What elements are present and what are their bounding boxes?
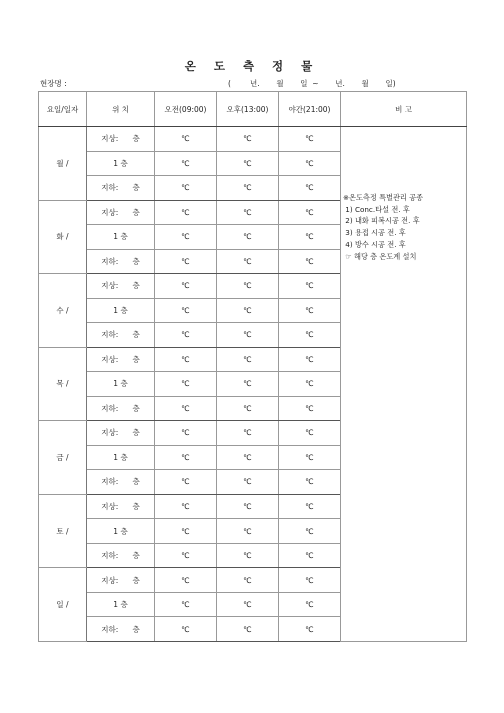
remarks-line: 1) Conc.타설 전. 후: [343, 204, 410, 214]
location-cell: 지상: 층: [87, 127, 155, 152]
temperature-cell[interactable]: ℃: [279, 127, 341, 152]
temperature-cell[interactable]: ℃: [217, 151, 279, 176]
temperature-cell[interactable]: ℃: [279, 445, 341, 470]
temperature-cell[interactable]: ℃: [279, 617, 341, 642]
form-title: 온 도 측 정 물: [184, 59, 320, 73]
temperature-cell[interactable]: ℃: [155, 396, 217, 421]
temperature-cell[interactable]: ℃: [279, 274, 341, 299]
day-cell: 목 /: [39, 347, 87, 421]
temperature-cell[interactable]: ℃: [217, 617, 279, 642]
remarks-line: 4) 방수 시공 전. 후: [343, 239, 406, 249]
temperature-cell[interactable]: ℃: [279, 323, 341, 348]
day-cell: 토 /: [39, 494, 87, 568]
temperature-cell[interactable]: ℃: [217, 396, 279, 421]
temperature-cell[interactable]: ℃: [155, 543, 217, 568]
temperature-cell[interactable]: ℃: [279, 494, 341, 519]
temperature-cell[interactable]: ℃: [217, 127, 279, 152]
location-cell: 지하: 층: [87, 617, 155, 642]
temperature-cell[interactable]: ℃: [279, 249, 341, 274]
day-cell: 금 /: [39, 421, 87, 495]
header-morning: 오전(09:00): [155, 92, 217, 127]
location-cell: 지상: 층: [87, 274, 155, 299]
temperature-cell[interactable]: ℃: [155, 200, 217, 225]
temperature-cell[interactable]: ℃: [279, 421, 341, 446]
location-cell: 1 층: [87, 151, 155, 176]
header-night: 야간(21:00): [279, 92, 341, 127]
temperature-cell[interactable]: ℃: [155, 592, 217, 617]
temperature-cell[interactable]: ℃: [155, 151, 217, 176]
temperature-cell[interactable]: ℃: [217, 249, 279, 274]
location-cell: 지상: 층: [87, 200, 155, 225]
temperature-cell[interactable]: ℃: [217, 592, 279, 617]
remarks-line: 3) 용접 시공 전. 후: [343, 228, 406, 238]
temperature-cell[interactable]: ℃: [155, 274, 217, 299]
location-cell: 지하: 층: [87, 249, 155, 274]
location-cell: 지상: 층: [87, 568, 155, 593]
temperature-cell[interactable]: ℃: [155, 249, 217, 274]
temperature-cell[interactable]: ℃: [217, 494, 279, 519]
temperature-cell[interactable]: ℃: [155, 127, 217, 152]
temperature-cell[interactable]: ℃: [217, 176, 279, 201]
temperature-cell[interactable]: ℃: [155, 617, 217, 642]
temperature-cell[interactable]: ℃: [279, 298, 341, 323]
temperature-cell[interactable]: ℃: [279, 347, 341, 372]
temperature-cell[interactable]: ℃: [279, 568, 341, 593]
location-cell: 지하: 층: [87, 396, 155, 421]
temperature-cell[interactable]: ℃: [155, 323, 217, 348]
temperature-cell[interactable]: ℃: [279, 470, 341, 495]
location-cell: 1 층: [87, 519, 155, 544]
temperature-cell[interactable]: ℃: [217, 200, 279, 225]
temperature-cell[interactable]: ℃: [155, 470, 217, 495]
temperature-cell[interactable]: ℃: [217, 543, 279, 568]
temperature-cell[interactable]: ℃: [217, 421, 279, 446]
temperature-cell[interactable]: ℃: [217, 298, 279, 323]
location-cell: 지하: 층: [87, 176, 155, 201]
location-cell: 지상: 층: [87, 347, 155, 372]
site-name-label: 현장명 :: [40, 79, 67, 88]
temperature-cell[interactable]: ℃: [217, 519, 279, 544]
remarks-line: ☞ 해당 층 온도계 설치: [343, 251, 417, 261]
location-cell: 1 층: [87, 592, 155, 617]
temperature-cell[interactable]: ℃: [217, 225, 279, 250]
remarks-line: ※온도측정 특별관리 공종: [343, 193, 424, 202]
header-day: 요일/일자: [39, 92, 87, 127]
location-cell: 1 층: [87, 445, 155, 470]
table-row: [39, 127, 467, 152]
location-cell: 1 층: [87, 298, 155, 323]
header-location: 위 치: [87, 92, 155, 127]
temperature-cell[interactable]: ℃: [155, 568, 217, 593]
temperature-cell[interactable]: ℃: [155, 372, 217, 397]
temperature-cell[interactable]: ℃: [279, 396, 341, 421]
temperature-cell[interactable]: ℃: [279, 592, 341, 617]
temperature-cell[interactable]: ℃: [279, 372, 341, 397]
temperature-cell[interactable]: ℃: [217, 568, 279, 593]
temperature-cell[interactable]: ℃: [155, 445, 217, 470]
temperature-cell[interactable]: ℃: [279, 519, 341, 544]
temperature-cell[interactable]: ℃: [279, 176, 341, 201]
day-cell: 월 /: [39, 127, 87, 201]
location-cell: 1 층: [87, 225, 155, 250]
location-cell: 지하: 층: [87, 543, 155, 568]
temperature-cell[interactable]: ℃: [279, 151, 341, 176]
temperature-cell[interactable]: ℃: [217, 470, 279, 495]
temperature-cell[interactable]: ℃: [217, 347, 279, 372]
date-period: ( 년. 월 일 ~ 년. 월 일): [228, 79, 396, 88]
temperature-cell[interactable]: ℃: [155, 494, 217, 519]
remarks-cell: [341, 127, 467, 642]
day-cell: 수 /: [39, 274, 87, 348]
temperature-cell[interactable]: ℃: [279, 543, 341, 568]
temperature-cell[interactable]: ℃: [155, 421, 217, 446]
temperature-cell[interactable]: ℃: [279, 225, 341, 250]
temperature-cell[interactable]: ℃: [217, 323, 279, 348]
location-cell: 지하: 층: [87, 323, 155, 348]
day-cell: 일 /: [39, 568, 87, 642]
remarks-line: 2) 내화 피복시공 전. 후: [343, 216, 420, 226]
location-cell: 지하: 층: [87, 470, 155, 495]
location-cell: 지상: 층: [87, 494, 155, 519]
header-afternoon: 오후(13:00): [217, 92, 279, 127]
temperature-log-table: [38, 91, 467, 642]
temperature-cell[interactable]: ℃: [155, 225, 217, 250]
temperature-cell[interactable]: ℃: [155, 298, 217, 323]
temperature-cell[interactable]: ℃: [155, 519, 217, 544]
temperature-cell[interactable]: ℃: [217, 445, 279, 470]
header-row: [39, 92, 467, 127]
temperature-cell[interactable]: ℃: [217, 274, 279, 299]
location-cell: 1 층: [87, 372, 155, 397]
day-cell: 화 /: [39, 200, 87, 274]
temperature-cell[interactable]: ℃: [279, 200, 341, 225]
temperature-cell[interactable]: ℃: [155, 176, 217, 201]
header-remarks: 비 고: [341, 92, 467, 127]
temperature-cell[interactable]: ℃: [217, 372, 279, 397]
location-cell: 지상: 층: [87, 421, 155, 446]
temperature-cell[interactable]: ℃: [155, 347, 217, 372]
